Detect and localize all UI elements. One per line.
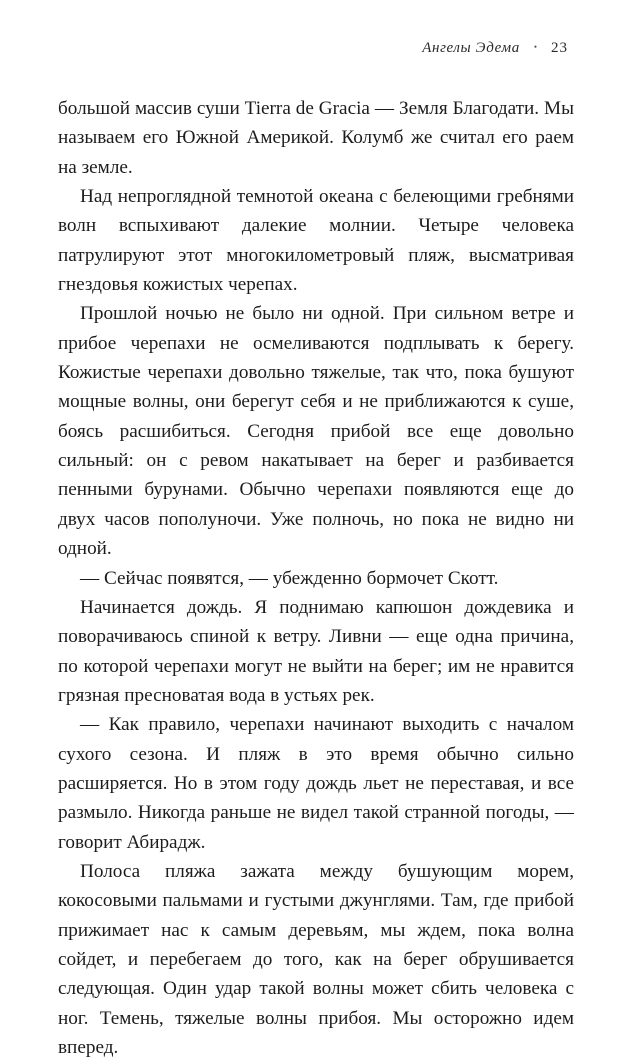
header-separator: •	[533, 42, 537, 52]
paragraph: Начинается дождь. Я поднимаю капюшон дождевика и поворачиваюсь спиной к ветру. Ливни — еще одна причина, по которой черепахи могут не выйти на берег; им не нравится грязная пресноватая вода в устьях рек.	[58, 596, 574, 706]
paragraph: Над непроглядной темнотой океана с белеющими гребнями волн вспыхивают далекие молнии. Четыре человека патрулируют этот многокилометровый пляж, высматривая гнездовья кожистых черепах.	[58, 186, 574, 296]
paragraph: Полоса пляжа зажата между бушующим морем, кокосовыми пальмами и густыми джунглями. Там, где прибой прижимает нас к самым деревьям, мы ждем, пока волна сойдет, и перебегаем до того, как на берег обрушивается следующая. Один удар такой волны может сбить человека с ног. Темень, тяжелые волны прибоя. Мы осторожно идем вперед.	[58, 860, 574, 1058]
running-header	[422, 40, 568, 57]
dialogue-paragraph: — Как правило, черепахи начинают выходить с началом сухого сезона. И пляж в это время обычно сильно расширяется. Но в этом году дождь льет не переставая, и все размыло. Никогда раньше не видел такой странной погоды, — говорит Абирадж.	[58, 714, 574, 853]
paragraph-continuation: большой массив суши Tierra de Gracia — Земля Благодати. Мы называем его Южной Америкой. Колумб же считал его раем на земле.	[58, 98, 574, 178]
page-number: 23	[551, 40, 568, 56]
paragraph: Прошлой ночью не было ни одной. При сильном ветре и прибое черепахи не осмеливаются подплывать к берегу. Кожистые черепахи довольно тяжелые, так что, пока бушуют мощные волны, они берегут себя и не приближаются к суше, боясь расшибиться. Сегодня прибой все еще довольно сильный: он с ревом накатывает на берег и разбивается пенными бурунами. Обычно черепахи появляются еще до двух часов пополуночи. Уже полночь, но пока не видно ни одной.	[58, 303, 574, 560]
body-text	[58, 94, 574, 1062]
running-title: Ангелы Эдема	[422, 40, 520, 56]
dialogue-paragraph: — Сейчас появятся, — убежденно бормочет Скотт.	[80, 567, 499, 589]
